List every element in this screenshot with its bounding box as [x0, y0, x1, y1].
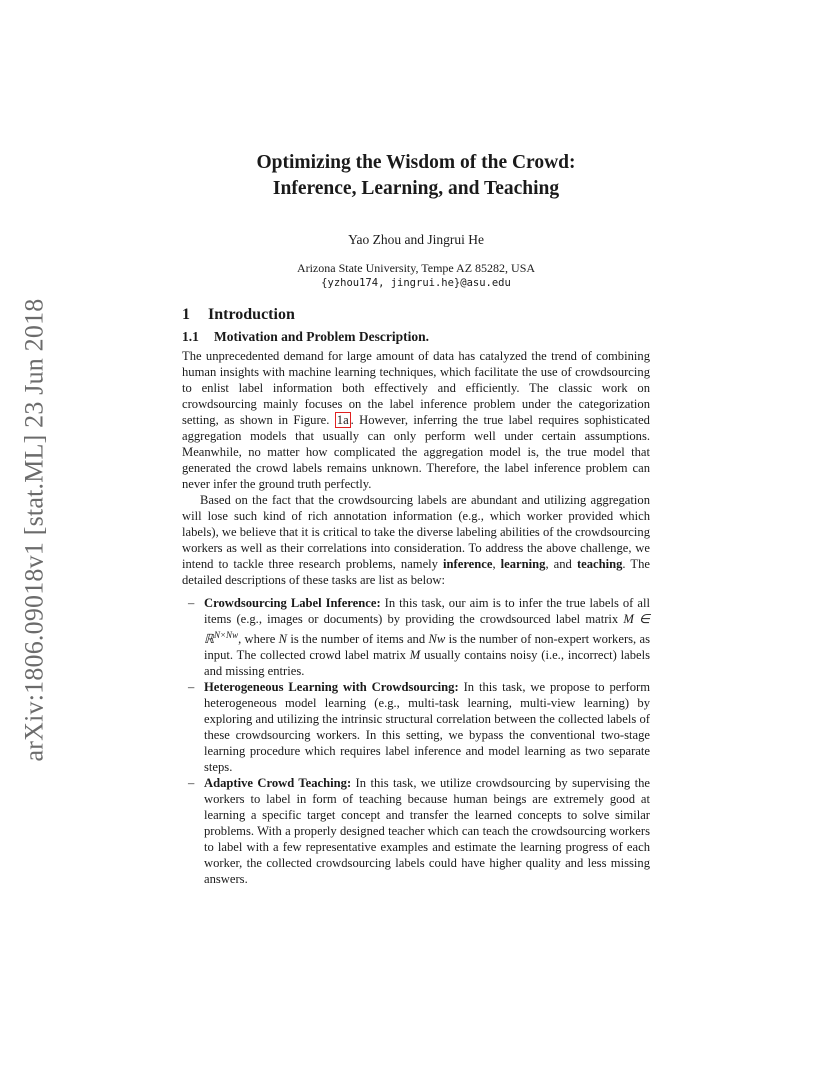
task-text-c: is the number of items and [287, 632, 429, 647]
task-item-crowd-teaching [188, 775, 650, 887]
subsection-title: Motivation and Problem Description. [214, 329, 429, 344]
task-text: In this task, we propose to perform heterogeneous model learning (e.g., multi-task learning, multi-view learning) by exploring and utilizing the intrinsic structural correlation between the collected labels of these crowdsourcing workers. In this setting, we bypass the conventional two-stage learning procedure which requires label inference and model learning as two separate steps. [204, 680, 651, 775]
paragraph-2 [182, 492, 650, 588]
author-email: {yzhou174, jingrui.he}@asu.edu [321, 277, 511, 289]
subsection-heading-motivation [182, 328, 650, 346]
task-text-e: usually contains noisy (i.e., incorrect) labels and missing entries. [204, 648, 650, 679]
math-n: N [278, 632, 288, 647]
paragraph-2-sep-1: , [492, 557, 501, 571]
task-item-label-inference [188, 595, 650, 679]
paper-authors: Yao Zhou and Jingrui He [348, 232, 484, 247]
title-line-1: Optimizing the Wisdom of the Crowd: [256, 152, 576, 173]
list-dash: – [188, 596, 195, 610]
paragraph-2-text-b: . The detailed descriptions of these tasks are list as below: [182, 557, 650, 587]
task-text: In this task, we utilize crowdsourcing by supervising the workers to label in form of teaching because human beings are extremely good at learning a specific target concept and transfer the learned concepts to solve similar problems. With a properly designed teacher which can teach the crowdsourcing workers to label with a few representative examples and estimate the learning progress of each worker, the collected crowdsourcing labels could have higher quality and less missing answers. [204, 776, 650, 887]
task-heading: Crowdsourcing Label Inference: [204, 596, 381, 610]
arxiv-identifier-stamp [12, 285, 56, 775]
paragraph-2-sep-2: , and [545, 557, 577, 571]
list-dash: – [188, 680, 195, 695]
task-list [182, 595, 650, 887]
subsection-number: 1.1 [182, 329, 199, 344]
task-text-d: is the number of non-expert workers, as input. The collected crowd label matrix [204, 632, 650, 663]
paragraph-1-text-b: . However, inferring the true label requires sophisticated aggregation models that usually can only perform well under certain assumptions. Meanwhile, no matter how complicated the aggregation model is, the true model that generated the crowd labels remains unknown. Therefore, the label inference problem can never infer the ground truth perfectly. [182, 413, 650, 491]
arxiv-identifier-text: arXiv:1806.09018v1 [stat.ML] 23 Jun 2018 [19, 298, 48, 762]
paper-page [182, 150, 650, 887]
title-line-2: Inference, Learning, and Teaching [272, 178, 560, 199]
math-label-matrix: M ∈ ℝ [204, 612, 650, 647]
task-heading: Heterogeneous Learning with Crowdsourcing: [204, 680, 459, 695]
section-heading-introduction [182, 305, 650, 325]
paragraph-1-text-a: The unprecedented demand for large amount of data has catalyzed the trend of combining human insights with machine learning techniques, which facilitate the use of crowdsourcing to enlist label information both effectively and efficiently. The classic work on crowdsourcing mainly focuses on the label inference problem under the categorization setting, as shown in Figure. [182, 349, 650, 427]
paragraph-2-text-a: Based on the fact that the crowdsourcing labels are abundant and utilizing aggregation will lose such kind of rich annotation information (e.g., which worker provided which labels), we believe that it is critical to take the diverse labeling abilities of the crowdsourcing workers as well as their correlations into consideration. To address the above challenge, we intend to tackle three research problems, namely [182, 493, 650, 571]
author-affiliation: Arizona State University, Tempe AZ 85282, USA [296, 261, 536, 275]
paragraph-1 [182, 348, 650, 492]
math-superscript: N×Nw [213, 630, 239, 640]
figure-reference-link[interactable]: 1a [336, 413, 349, 427]
section-number: 1 [182, 306, 190, 323]
task-item-heterogeneous-learning [188, 679, 651, 775]
list-dash: – [188, 776, 195, 791]
term-learning: learning [500, 557, 546, 571]
math-nw: Nw [428, 632, 446, 647]
paper-title [182, 150, 650, 202]
task-heading: Adaptive Crowd Teaching: [204, 776, 352, 791]
math-m: M [409, 648, 421, 663]
task-text-b: , where [238, 632, 279, 647]
task-text-a: In this task, our aim is to infer the true labels of all items (e.g., images or documents) by providing the crowdsourced label matrix [204, 596, 650, 626]
term-teaching: teaching [576, 557, 623, 571]
term-inference: inference [443, 557, 493, 571]
section-title: Introduction [208, 306, 295, 323]
